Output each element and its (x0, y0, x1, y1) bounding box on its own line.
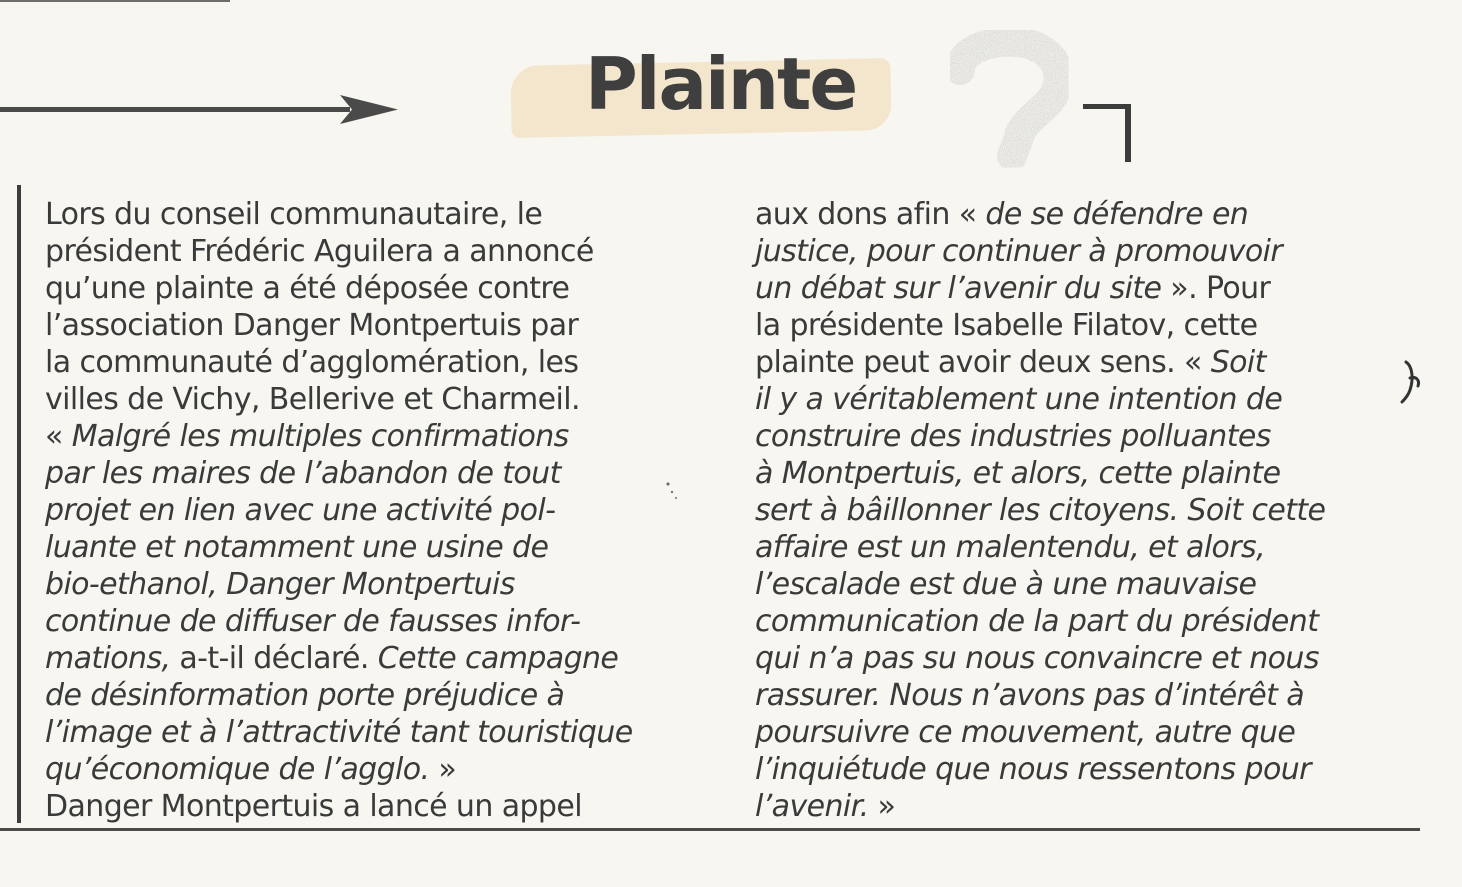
quote-text: mations, (45, 641, 180, 676)
text-line (45, 381, 710, 418)
text-line (45, 677, 710, 714)
quote-text: bio-ethanol, Danger Montpertuis (45, 567, 515, 602)
text-line (755, 492, 1420, 529)
quote-text: affaire est un malentendu, et alors, (755, 530, 1266, 565)
text-line (755, 307, 1420, 344)
quote-text: poursuivre ce mouvement, autre que (755, 715, 1296, 750)
text-line (45, 307, 710, 344)
article-column-2 (755, 196, 1420, 825)
headline (505, 42, 895, 142)
quote-text: l’escalade est due à une mauvaise (755, 567, 1257, 602)
text-line (45, 344, 710, 381)
text-line (755, 566, 1420, 603)
text-line (755, 233, 1420, 270)
text-line (45, 418, 710, 455)
body-text: plainte peut avoir deux sens. « (755, 345, 1211, 380)
top-rule (0, 0, 230, 2)
text-line (755, 714, 1420, 751)
quote-text: l’image et à l’attractivité tant touristique (45, 715, 633, 750)
quote-text: par les maires de l’abandon de tout (45, 456, 561, 491)
body-text: villes de Vichy, Bellerive et Charmeil. (45, 382, 580, 417)
quote-text: luante et notamment une usine de (45, 530, 549, 565)
quote-text: qu’économique de l’agglo. (45, 752, 430, 787)
text-line (755, 418, 1420, 455)
text-line (45, 714, 710, 751)
article-column-1 (45, 196, 710, 825)
body-text: Lors du conseil communautaire, le (45, 197, 543, 232)
body-text: Danger Montpertuis a lancé un appel (45, 789, 582, 824)
body-text: « (45, 419, 72, 454)
quote-text: il y a véritablement une intention de (755, 382, 1283, 417)
quote-text: un débat sur l’avenir du site (755, 271, 1162, 306)
text-line (45, 788, 710, 825)
quote-text: l’inquiétude que nous ressentons pour (755, 752, 1311, 787)
quote-text: de désinformation porte préjudice à (45, 678, 565, 713)
text-line (755, 455, 1420, 492)
text-line (755, 270, 1420, 307)
quote-text: Cette campagne (377, 641, 619, 676)
text-line (45, 196, 710, 233)
body-text: l’association Danger Montpertuis par (45, 308, 579, 343)
quote-text: l’avenir. (755, 789, 869, 824)
body-text: la présidente Isabelle Filatov, cette (755, 308, 1258, 343)
quote-text: qui n’a pas su nous convaincre et nous (755, 641, 1319, 676)
text-line (755, 788, 1420, 825)
quote-text: rassurer. Nous n’avons pas d’intérêt à (755, 678, 1305, 713)
column-rule (17, 185, 21, 823)
quote-text: justice, pour continuer à promouvoir (755, 234, 1283, 269)
quote-text: à Montpertuis, et alors, cette plainte (755, 456, 1281, 491)
body-text: » (429, 752, 457, 787)
quote-text: continue de diffuser de fausses infor- (45, 604, 581, 639)
text-line (45, 603, 710, 640)
text-line (755, 751, 1420, 788)
text-line (45, 233, 710, 270)
body-text: qu’une plainte a été déposée contre (45, 271, 570, 306)
text-line (45, 529, 710, 566)
ink-speck (1398, 356, 1428, 406)
bottom-rule (0, 828, 1420, 831)
quote-text: construire des industries polluantes (755, 419, 1271, 454)
text-line (755, 196, 1420, 233)
text-line (45, 455, 710, 492)
body-text: ». Pour (1161, 271, 1271, 306)
text-line (755, 640, 1420, 677)
body-text: aux dons afin « (755, 197, 986, 232)
quote-text: communication de la part du président (755, 604, 1319, 639)
quote-text: Malgré les multiples confirmations (71, 419, 569, 454)
body-text: » (868, 789, 896, 824)
text-line (45, 640, 710, 677)
arrow-right-icon (0, 92, 400, 126)
text-line (755, 677, 1420, 714)
quote-text: de se défendre en (985, 197, 1249, 232)
text-line (755, 344, 1420, 381)
quote-text: Soit (1210, 345, 1266, 380)
corner-bracket (1083, 104, 1131, 162)
body-text: la communauté d’agglomération, les (45, 345, 579, 380)
quote-text: projet en lien avec une activité pol- (45, 493, 556, 528)
text-line (45, 566, 710, 603)
body-text: a-t-il déclaré. (179, 641, 378, 676)
text-line (755, 529, 1420, 566)
ink-dots (662, 478, 682, 508)
text-line (45, 492, 710, 529)
text-line (755, 603, 1420, 640)
question-mark-icon (940, 28, 1100, 178)
body-text: président Frédéric Aguilera a annoncé (45, 234, 594, 269)
text-line (45, 270, 710, 307)
page-title: Plainte (585, 42, 857, 126)
text-line (45, 751, 710, 788)
text-line (755, 381, 1420, 418)
quote-text: sert à bâillonner les citoyens. Soit cette (755, 493, 1326, 528)
